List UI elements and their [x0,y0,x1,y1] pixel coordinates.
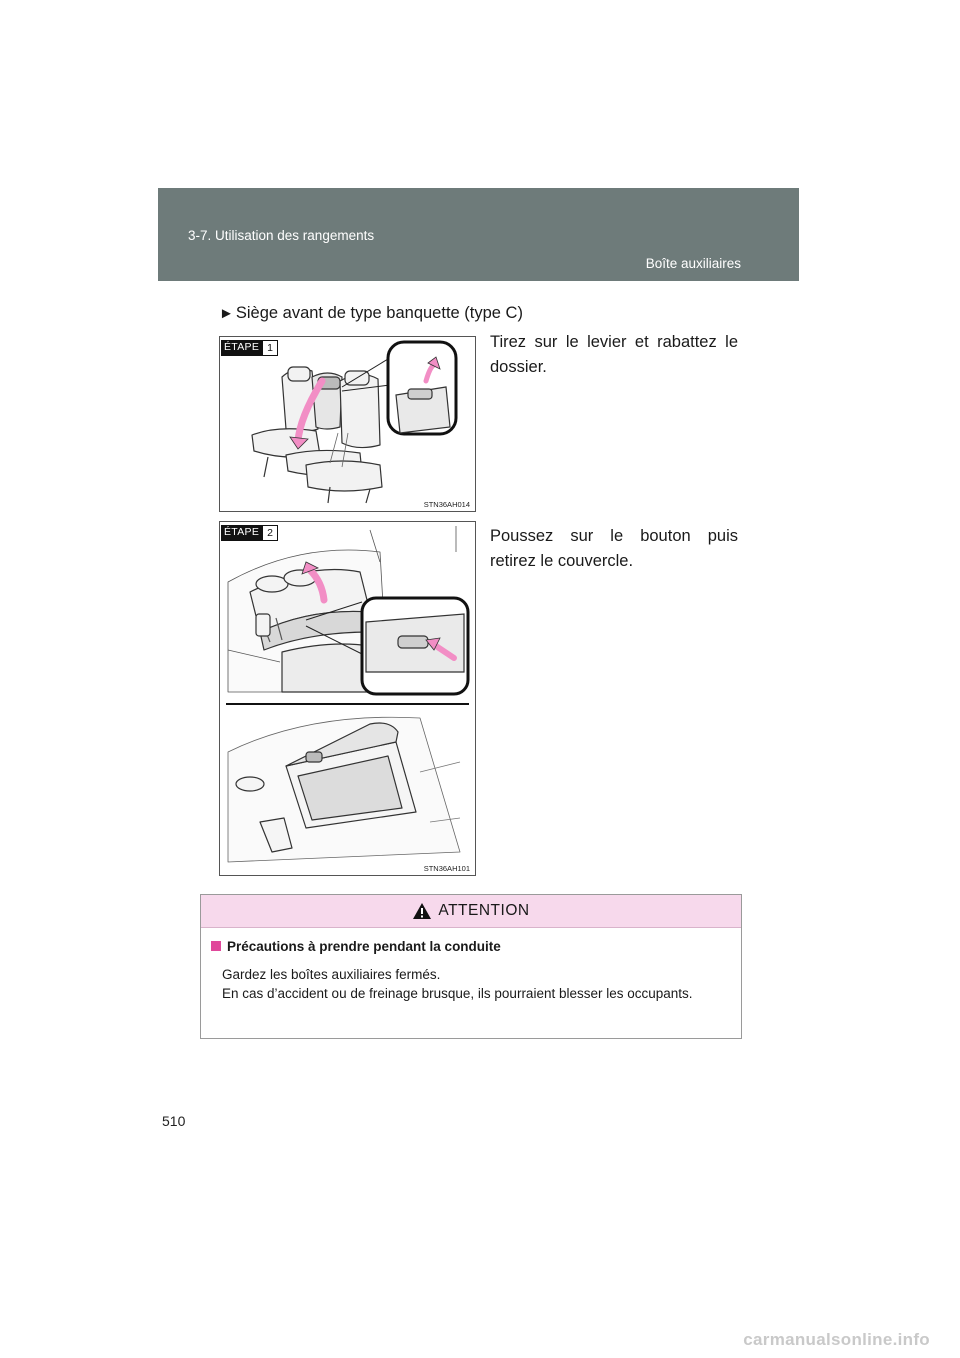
step-1-badge [221,340,278,356]
subsection-heading-text: Siège avant de type banquette (type C) [235,304,523,322]
step-2-number: 2 [262,525,278,541]
step-1-number: 1 [262,340,278,356]
section-title: 3-7. Utilisation des rangements [188,228,375,243]
caution-line-1: Gardez les boîtes auxiliaires fermés. [222,967,441,982]
triangle-marker-icon: ► [219,305,234,322]
caution-body [222,965,735,1003]
step-2-figure [219,521,476,876]
step-1-instruction: Tirez sur le levier et rabattez le dossier. [490,333,738,376]
section-header [158,188,799,281]
step-2-instruction: Poussez sur le bouton puis retirez le couvercle. [490,527,738,570]
step-2-badge [221,525,278,541]
bench-seat-illustration [220,337,475,511]
step-2-label: ÉTAPE [221,525,262,541]
caution-title: ATTENTION [438,902,530,919]
topic-title: Boîte auxiliaires [645,256,741,271]
page-number: 510 [162,1113,186,1129]
step-1-figure-code: STN36AH014 [423,500,470,509]
subsection-heading [219,304,523,323]
warning-triangle-icon [412,902,432,920]
step-1-figure [219,336,476,512]
step-1-label: ÉTAPE [221,340,262,356]
armrest-box-illustration [220,522,475,875]
caution-subheading [211,939,501,954]
caution-box [200,894,742,1039]
caution-line-2: En cas d’accident ou de freinage brusque, ils pourraient blesser les occupants. [222,986,693,1001]
square-bullet-icon [211,941,221,951]
step-2-figure-code: STN36AH101 [423,864,470,873]
watermark: carmanualsonline.info [743,1330,930,1349]
caution-subheading-text: Précautions à prendre pendant la conduite [227,939,501,954]
caution-header [201,895,741,928]
